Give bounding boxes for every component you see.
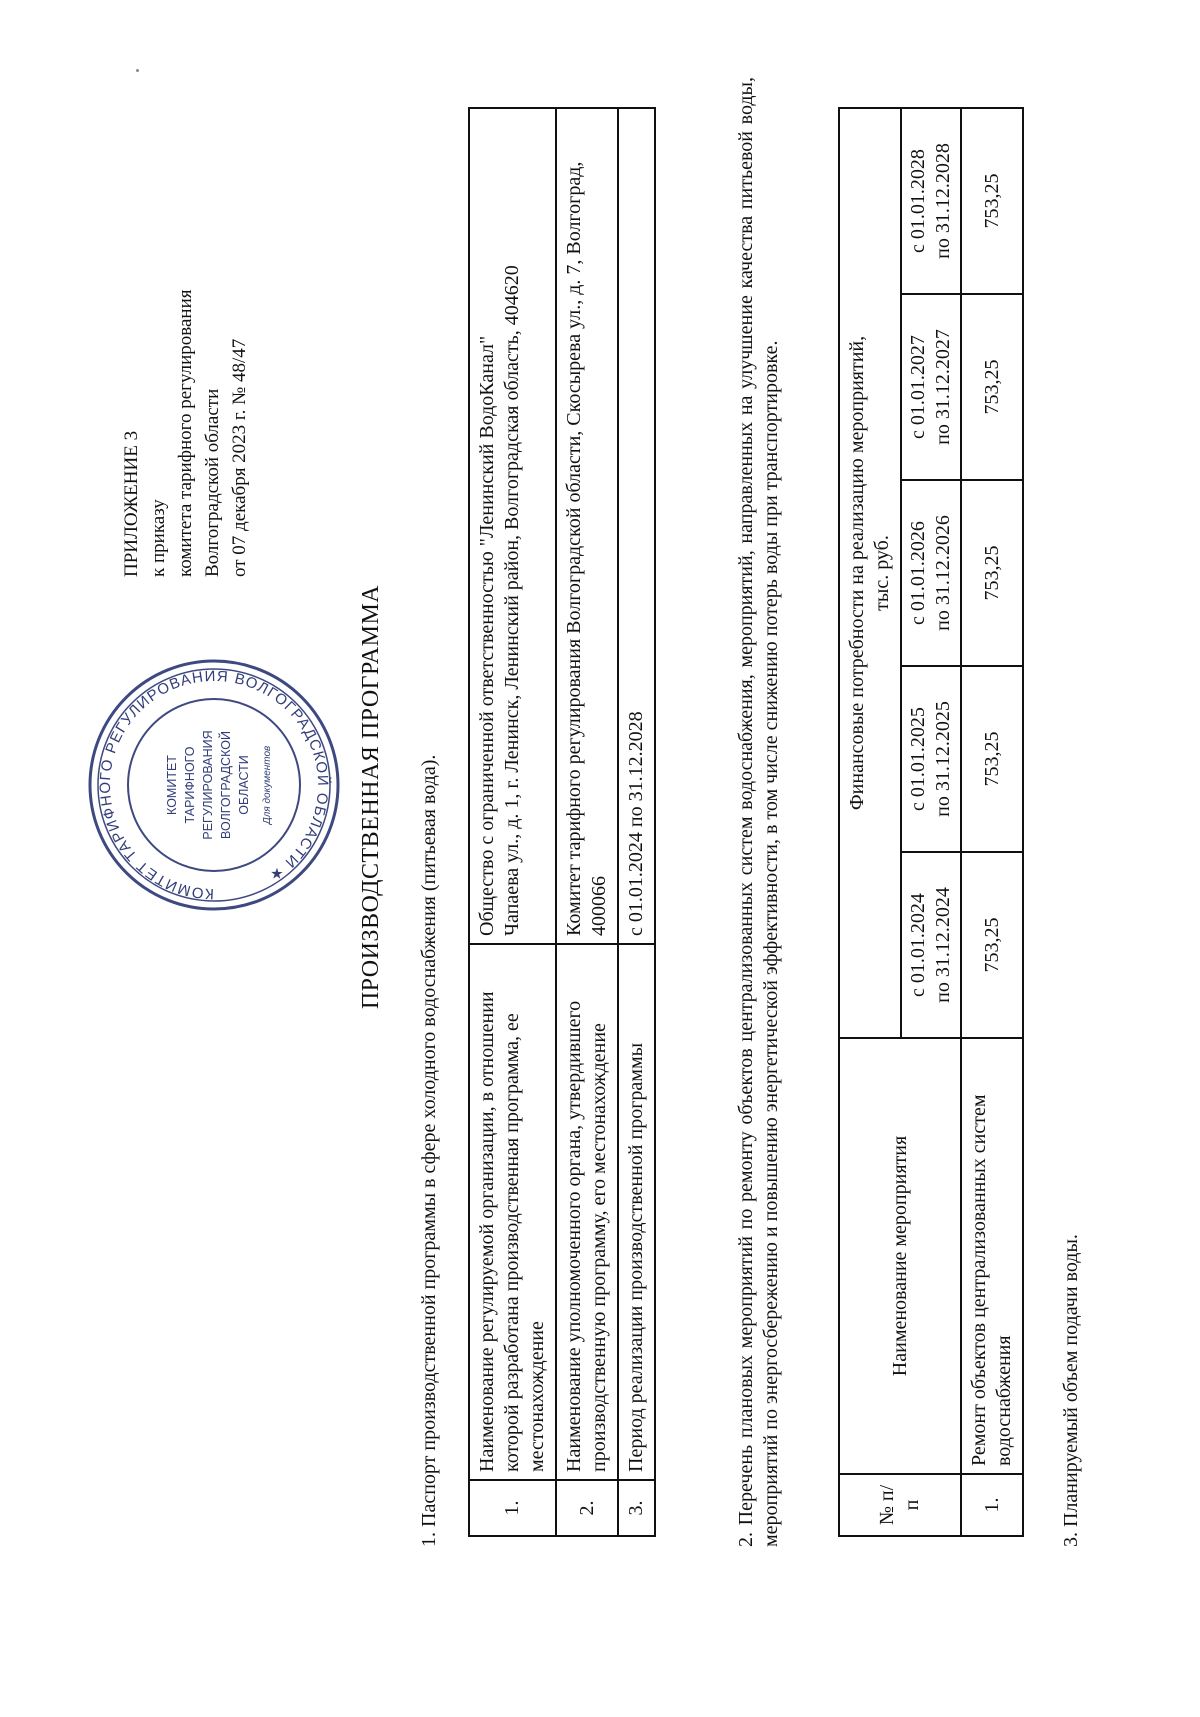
row-value xyxy=(469,108,556,944)
row-value xyxy=(618,108,655,944)
appendix-date-number: от 07 декабря 2023 г. № 48/47 xyxy=(229,338,250,577)
period-header xyxy=(901,480,961,666)
passport-table xyxy=(468,107,656,1537)
section-2-text: 2. Перечень плановых мероприятий по ремонту объектов централизованных систем водоснабжения, мероприятий, направленных на улучшение качества питьевой воды, мероприятий по энергосбережению и повышению энергетической эффективности, в том числе снижению потерь воды при транспортировке. xyxy=(735,77,782,1547)
stamp-inner-line: ТАРИФНОГО xyxy=(183,746,197,824)
period-to: по 31.12.2028 xyxy=(932,143,954,259)
column-header-finance xyxy=(839,108,901,1038)
table-row xyxy=(961,108,1023,1536)
document-title: ПРОИЗВОДСТВЕННАЯ ПРОГРАММА xyxy=(358,584,384,1010)
column-header-number: № п/п xyxy=(839,1474,961,1536)
row-number: 2. xyxy=(556,1480,618,1536)
row-label: Период реализации производственной программы xyxy=(618,944,655,1480)
finance-header-line: Финансовые потребности на реализацию мероприятий, xyxy=(846,335,868,811)
period-to: по 31.12.2024 xyxy=(932,887,954,1003)
period-to: по 31.12.2025 xyxy=(932,701,954,817)
appendix-header xyxy=(118,117,253,577)
appendix-committee: комитета тарифного регулирования xyxy=(175,289,196,577)
finance-value: 753,25 xyxy=(961,852,1023,1038)
period-from: с 01.01.2027 xyxy=(907,335,929,439)
stamp-outer-text: КОМИТЕТ ТАРИФНОГО РЕГУЛИРОВАНИЯ ВОЛГОГРАДСКОЙ ОБЛАСТИ ★ xyxy=(96,667,332,903)
period-from: с 01.01.2028 xyxy=(907,149,929,253)
finance-value: 753,25 xyxy=(961,294,1023,480)
period-header xyxy=(901,852,961,1038)
appendix-region: Волгоградской области xyxy=(202,388,223,577)
row-value xyxy=(556,108,618,944)
period-header xyxy=(901,666,961,852)
period-header xyxy=(901,108,961,294)
stamp-inner-line: ВОЛГОГРАДСКОЙ xyxy=(219,731,233,839)
finance-value: 753,25 xyxy=(961,108,1023,294)
scan-speck xyxy=(136,69,139,72)
row-value-line: Общество с ограниченной ответственностью "Ленинский ВодоКанал" xyxy=(476,335,498,936)
row-value-line: с 01.01.2024 по 31.12.2028 xyxy=(625,711,647,936)
row-value-line: Чапаева ул., д. 1, г. Ленинск, Ленинский район, Волгоградская область, 404620 xyxy=(501,265,523,936)
period-to: по 31.12.2026 xyxy=(932,515,954,631)
period-header xyxy=(901,294,961,480)
stamp-inner-line: ОБЛАСТИ xyxy=(237,755,251,815)
finance-header-unit: тыс. руб. xyxy=(871,535,893,611)
table-row xyxy=(618,108,655,1536)
finance-value: 753,25 xyxy=(961,666,1023,852)
section-1-heading: 1. Паспорт производственной программы в сфере холодного водоснабжения (питьевая вода). xyxy=(418,754,440,1547)
period-from: с 01.01.2025 xyxy=(907,707,929,811)
official-stamp xyxy=(84,655,344,915)
stamp-bottom-text: Для документов xyxy=(262,745,273,825)
table-row xyxy=(469,108,556,1536)
stamp-inner-line: РЕГУЛИРОВАНИЯ xyxy=(201,730,215,840)
appendix-order-ref: к приказу xyxy=(148,499,169,577)
row-number: 1. xyxy=(469,1480,556,1536)
row-number: 1. xyxy=(961,1474,1023,1536)
measure-name: Ремонт объектов централизованных систем водоснабжения xyxy=(961,1038,1023,1474)
section-3-heading: 3. Планируемый объем подачи воды. xyxy=(1060,1234,1082,1547)
stamp-inner-line: КОМИТЕТ xyxy=(165,755,179,815)
table-row xyxy=(556,108,618,1536)
row-label: Наименование уполномоченного органа, утвердившего производственную программу, его местонахождение xyxy=(556,944,618,1480)
appendix-title: ПРИЛОЖЕНИЕ 3 xyxy=(121,430,142,577)
measures-table xyxy=(838,107,1024,1537)
row-label: Наименование регулируемой организации, в отношении которой разработана производственная программа, ее местонахождение xyxy=(469,944,556,1480)
period-from: с 01.01.2024 xyxy=(907,893,929,997)
period-from: с 01.01.2026 xyxy=(907,521,929,625)
row-value-line: Комитет тарифного регулирования Волгоградской области, Скосырева ул., д. 7, Волгоград, 400066 xyxy=(563,161,610,936)
column-header-name: Наименование мероприятия xyxy=(839,1038,961,1474)
table-header-row xyxy=(839,108,901,1536)
finance-value: 753,25 xyxy=(961,480,1023,666)
row-number: 3. xyxy=(618,1480,655,1536)
period-to: по 31.12.2027 xyxy=(932,329,954,445)
